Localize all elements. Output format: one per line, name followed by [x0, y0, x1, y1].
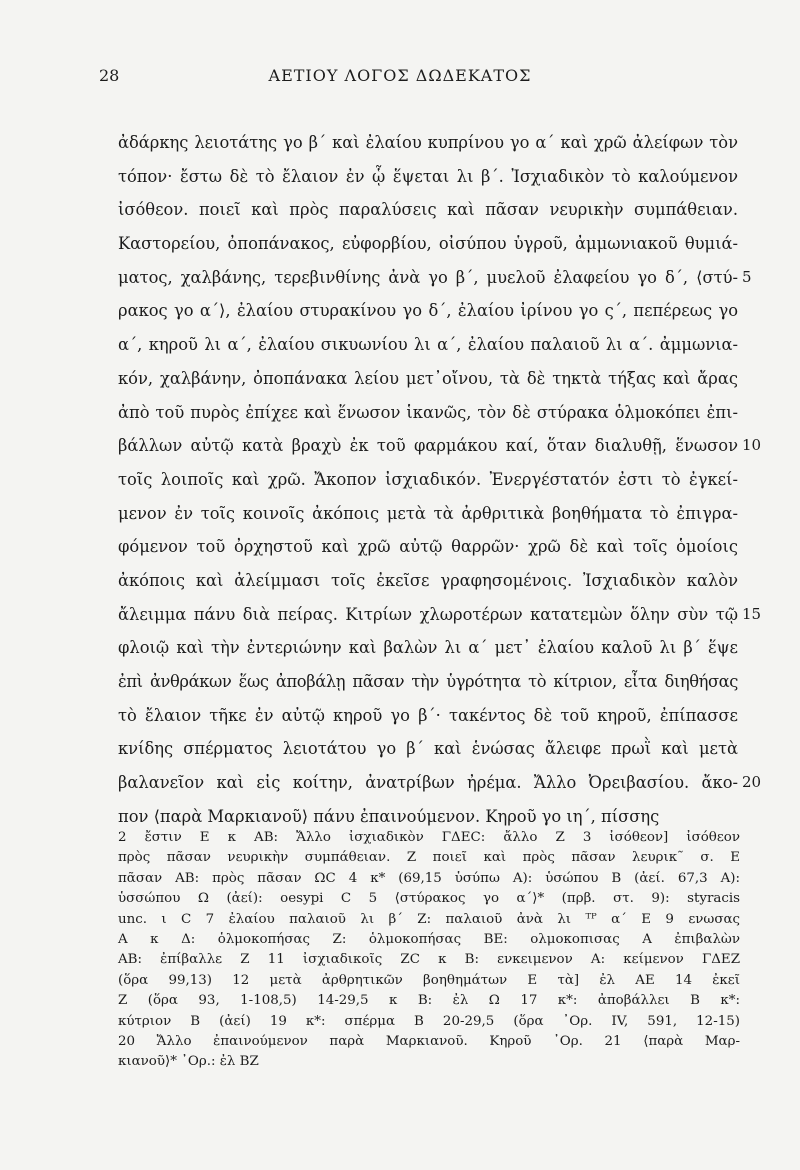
apparatus-line: AB: ἐπίβαλλε Z 11 ἰσχιαδικοῖς ZC κ B: ενκειμενον A: κείμενον ΓΔΕΖ: [118, 952, 740, 968]
apparatus-line: A κ Δ: ὁλμοκοπήσας Z: ὁλμοκοπήσας BE: ολμοκοπισας A ἐπιβαλὼν: [118, 931, 740, 947]
text-line: Καστορείου, ὀποπάνακος, εὐφορβίου, οἰσύπου ὑγροῦ, ἀμμωνιακοῦ θυμιά-: [118, 234, 738, 254]
text-line: τοῖς λοιποῖς καὶ χρῶ. Ἄκοπον ἰσχιαδικόν. Ἐνεργέστατόν ἐστι τὸ ἐγκεί-: [118, 469, 738, 489]
text-line: ἀπὸ τοῦ πυρὸς ἐπίχεε καὶ ἕνωσον ἱκανῶς, τὸν δὲ στύρακα ὁλμοκόπει ἐπι-: [118, 402, 738, 422]
text-line: ἰσόθεον. ποιεῖ καὶ πρὸς παραλύσεις καὶ πᾶσαν νευρικὴν συμπάθειαν.: [118, 200, 738, 220]
text-line: τόπον· ἔστω δὲ τὸ ἔλαιον ἐν ᾧ ἕψεται λι β΄. Ἰσχιαδικὸν τὸ καλούμενον: [118, 166, 738, 186]
page-number: 28: [99, 66, 120, 85]
apparatus-line: 20 Ἄλλο ἐπαινούμενον παρὰ Μαρκιανοῦ. Κηροῦ ᾿Ορ. 21 ⟨παρὰ Μαρ-: [118, 1033, 740, 1049]
critical-apparatus: [118, 828, 740, 1073]
text-line: κόν, χαλβάνην, ὀποπάνακα λείου μετ᾽οἴνου, τὰ δὲ τηκτὰ τήξας καὶ ἄρας: [118, 368, 738, 388]
text-line: φλοιῷ καὶ τὴν ἐντεριώνην καὶ βαλὼν λι α΄ μετ᾽ ἐλαίου καλοῦ λι β΄ ἕψε: [118, 638, 738, 658]
apparatus-line: πᾶσαν AB: πρὸς πᾶσαν ΩC 4 κ* (69,15 ὑσύπω A): ὑσώπου B (ἀεί. 67,3 A):: [118, 870, 740, 886]
main-text-block: [118, 126, 738, 833]
line-number: 15: [742, 604, 762, 623]
text-line: φόμενον τοῦ ὀρχηστοῦ καὶ χρῶ αὐτῷ θαρρῶν· χρῶ δὲ καὶ τοῖς ὁμοίοις: [118, 537, 738, 557]
text-line: πον ⟨παρὰ Μαρκιανοῦ⟩ πάνυ ἐπαινούμενον. Κηροῦ γο ιη΄, πίσσης: [118, 806, 660, 826]
apparatus-line: unc. ι C 7 ἐλαίου παλαιοῦ λι β΄ Z: παλαιοῦ ἀνὰ λι ᵀᴾ α΄ E 9 ενωσας: [118, 911, 740, 927]
line-number: 10: [742, 436, 762, 455]
text-line: ἀδάρκης λειοτάτης γο β΄ καὶ ἐλαίου κυπρίνου γο α΄ καὶ χρῶ ἀλείφων τὸν: [118, 133, 738, 152]
text-line: κνίδης σπέρματος λειοτάτου γο β΄ καὶ ἑνώσας ἄλειφε πρωῒ καὶ μετὰ: [118, 739, 738, 759]
apparatus-line: πρὸς πᾶσαν νευρικὴν συμπάθειαν. Z ποιεῖ καὶ πρὸς πᾶσαν λευρικ῀ σ. E: [118, 850, 740, 866]
text-line: ρακος γο α΄⟩, ἐλαίου στυρακίνου γο δ΄, ἐλαίου ἰρίνου γο ς΄, πεπέρεως γο: [118, 301, 738, 321]
text-line: μενον ἐν τοῖς κοινοῖς ἀκόποις μετὰ τὰ ἀρθριτικὰ βοηθήματα τὸ ἐπιγρα-: [118, 503, 738, 523]
page-header: [0, 66, 800, 90]
line-number: 20: [742, 773, 762, 792]
line-number: 5: [742, 267, 752, 286]
apparatus-line: κύτριον B (ἀεί) 19 κ*: σπέρμα B 20-29,5 (ὅρα ᾿Ορ. IV, 591, 12-15): [118, 1013, 740, 1029]
running-title: ΑΕΤΙΟΥ ΛΟΓΟΣ ΔΩΔΕΚΑΤΟΣ: [268, 66, 532, 85]
text-line: ἐπὶ ἀνθράκων ἕως ἀποβάλῃ πᾶσαν τὴν ὑγρότητα τὸ κίτριον, εἶτα διηθήσας: [118, 672, 738, 691]
text-line: ἄλειμμα πάνυ διὰ πείρας. Κιτρίων χλωροτέρων κατατεμὼν ὅλην σὺν τῷ: [118, 604, 738, 624]
apparatus-line: κιανοῦ⟩* ᾿Ορ.: ἐλ BZ: [118, 1054, 259, 1070]
apparatus-line: ὑσσώπου Ω (ἀεί): oesypi C 5 ⟨στύρακος γο α΄⟩* (πρβ. στ. 9): styracis: [118, 891, 740, 907]
apparatus-line: Z (ὅρα 93, 1-108,5) 14-29,5 κ B: ἐλ Ω 17 κ*: ἀποβάλλει B κ*:: [118, 993, 740, 1009]
text-line: τὸ ἔλαιον τῆκε ἐν αὐτῷ κηροῦ γο β΄· τακέντος δὲ τοῦ κηροῦ, ἐπίπασσε: [118, 705, 738, 725]
text-line: ματος, χαλβάνης, τερεβινθίνης ἀνὰ γο β΄, μυελοῦ ἐλαφείου γο δ΄, ⟨στύ-: [118, 267, 738, 287]
text-line: βάλλων αὐτῷ κατὰ βραχὺ ἐκ τοῦ φαρμάκου καί, ὅταν διαλυθῇ, ἕνωσον: [118, 436, 738, 456]
text-line: ἀκόποις καὶ ἀλείμμασι τοῖς ἐκεῖσε γραφησομένοις. Ἰσχιαδικὸν καλὸν: [118, 570, 738, 590]
text-line: βαλανεῖον καὶ εἰς κοίτην, ἀνατρίβων ἠρέμα. Ἄλλο Ὀρειβασίου. ἄκο-: [118, 773, 738, 793]
text-line: α΄, κηροῦ λι α΄, ἐλαίου σικυωνίου λι α΄, ἐλαίου παλαιοῦ λι α΄. ἀμμωνια-: [118, 335, 738, 355]
apparatus-line: 2 ἔστιν E κ AB: Ἄλλο ἰσχιαδικὸν ΓΔΕC: ἄλλο Z 3 ἰσόθεον] ἰσόθεον: [118, 830, 740, 845]
apparatus-line: (ὅρα 99,13) 12 μετὰ ἀρθρητικῶν βοηθημάτων E τὰ] ἐλ AE 14 ἐκεῖ: [118, 972, 740, 988]
